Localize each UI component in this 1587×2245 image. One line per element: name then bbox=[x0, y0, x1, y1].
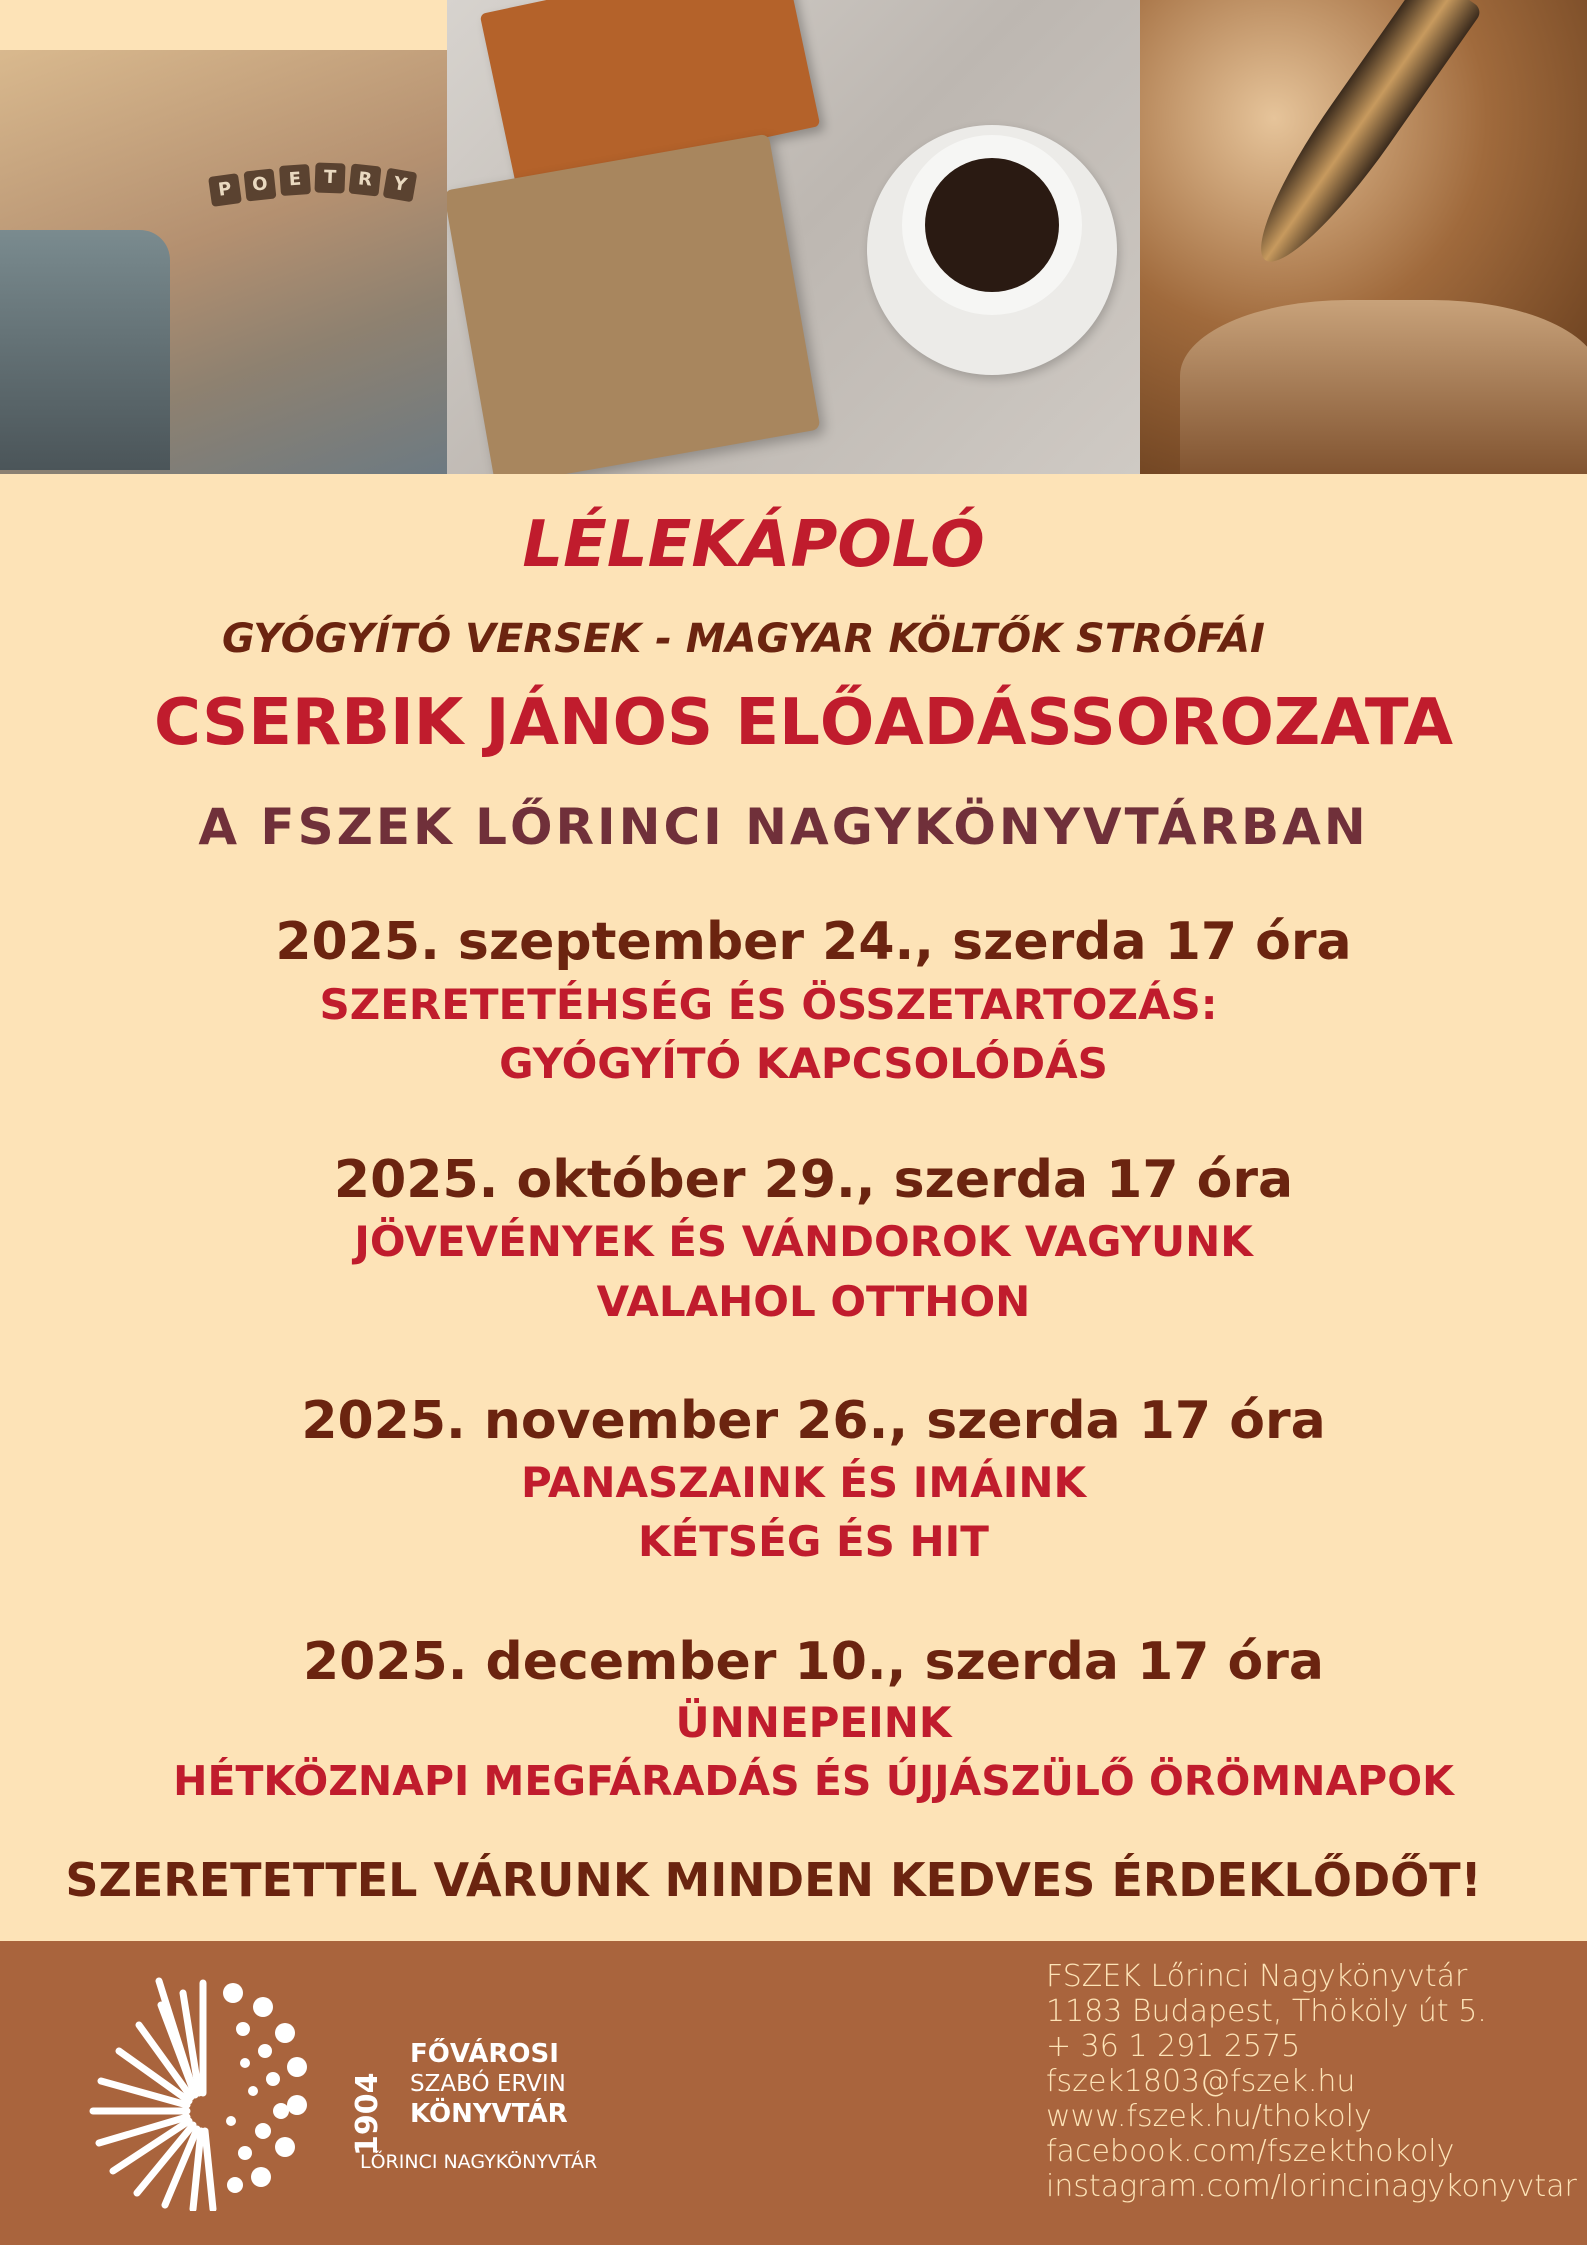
event-date: 2025. szeptember 24., szerda 17 óra bbox=[275, 912, 1352, 972]
event-subtitle: GYÓGYÍTÓ VERSEK - MAGYAR KÖLTŐK STRÓFÁI bbox=[222, 616, 1265, 662]
poetry-tile: T bbox=[314, 162, 345, 193]
event-topic: KÉTSÉG ÉS HIT bbox=[638, 1517, 989, 1566]
poetry-tile: R bbox=[349, 164, 382, 197]
book-page-shape bbox=[1180, 300, 1587, 474]
logo-wordmark bbox=[410, 2039, 568, 2129]
poetry-tile: Y bbox=[383, 168, 418, 203]
fountain-pen-photo bbox=[1140, 0, 1587, 474]
contact-name: FSZEK Lőrinci Nagykönyvtár bbox=[1046, 1959, 1468, 1994]
typewriter-poetry-photo bbox=[0, 50, 447, 474]
contact-address: 1183 Budapest, Thököly út 5. bbox=[1046, 1994, 1487, 2029]
contact-website-link[interactable]: www.fszek.hu/thokoly bbox=[1046, 2099, 1372, 2134]
event-title: LÉLEKÁPOLÓ bbox=[522, 508, 985, 582]
contact-instagram-link[interactable]: instagram.com/lorincinagykonyvtar bbox=[1046, 2169, 1577, 2204]
contact-phone[interactable]: + 36 1 291 2575 bbox=[1046, 2029, 1301, 2064]
event-topic: VALAHOL OTTHON bbox=[596, 1277, 1031, 1326]
burlap-book-shape bbox=[447, 134, 821, 474]
venue-line: A FSZEK LŐRINCI NAGYKÖNYVTÁRBAN bbox=[198, 798, 1369, 856]
poetry-tile: E bbox=[279, 164, 311, 196]
logo-line: FŐVÁROSI bbox=[410, 2039, 559, 2069]
footer-bar bbox=[0, 1941, 1587, 2245]
poetry-tile: O bbox=[244, 169, 277, 202]
event-topic: GYÓGYÍTÓ KAPCSOLÓDÁS bbox=[499, 1039, 1108, 1088]
logo-branch-name: LŐRINCI NAGYKÖNYVTÁR bbox=[360, 2151, 598, 2173]
poetry-tile: P bbox=[208, 173, 242, 207]
logo-line: KÖNYVTÁR bbox=[410, 2099, 568, 2129]
event-date: 2025. november 26., szerda 17 óra bbox=[301, 1391, 1326, 1451]
contact-facebook-link[interactable]: facebook.com/fszekthokoly bbox=[1046, 2134, 1455, 2169]
fountain-pen-shape bbox=[1237, 0, 1484, 280]
header-photo-collage bbox=[0, 0, 1587, 474]
event-topic: HÉTKÖZNAPI MEGFÁRADÁS ÉS ÚJJÁSZÜLŐ ÖRÖMNAPOK bbox=[173, 1757, 1454, 1805]
event-topic: PANASZAINK ÉS IMÁINK bbox=[520, 1458, 1087, 1507]
event-date: 2025. december 10., szerda 17 óra bbox=[302, 1632, 1325, 1692]
contact-info bbox=[1046, 1959, 1577, 2204]
closing-invitation: SZERETETTEL VÁRUNK MINDEN KEDVES ÉRDEKLŐDŐT! bbox=[65, 1853, 1482, 1907]
books-coffee-photo bbox=[447, 0, 1140, 474]
lecture-series-title: CSERBIK JÁNOS ELŐADÁSSOROZATA bbox=[153, 686, 1454, 760]
event-topic: JÖVEVÉNYEK ÉS VÁNDOROK VAGYUNK bbox=[354, 1217, 1253, 1266]
library-logo-icon bbox=[85, 1971, 345, 2211]
coffee-shape bbox=[925, 158, 1059, 292]
logo-line: SZABÓ ERVIN bbox=[410, 2071, 566, 2097]
event-topic: SZERETETÉHSÉG ÉS ÖSSZETARTOZÁS: bbox=[319, 980, 1218, 1029]
typewriter-shape bbox=[0, 230, 170, 470]
event-topic: ÜNNEPEINK bbox=[675, 1698, 952, 1747]
logo-year-text: 1904 bbox=[350, 2072, 385, 2156]
event-date: 2025. október 29., szerda 17 óra bbox=[333, 1150, 1294, 1210]
contact-email-link[interactable]: fszek1803@fszek.hu bbox=[1046, 2064, 1356, 2099]
